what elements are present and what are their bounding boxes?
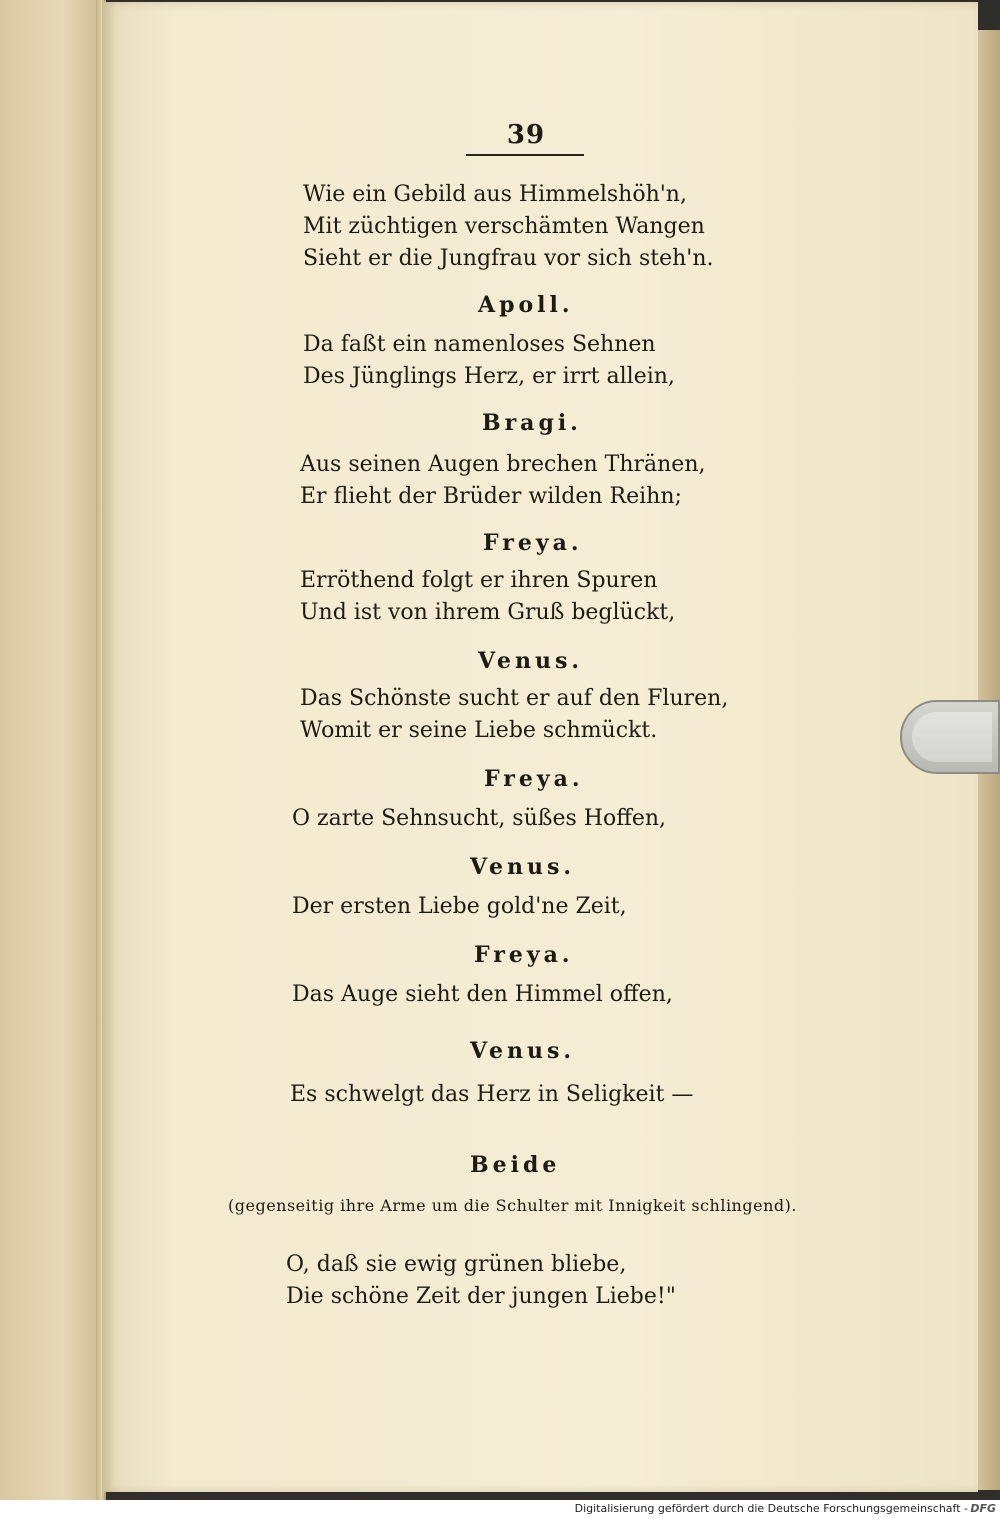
verse-line: Es schwelgt das Herz in Seligkeit — [290, 1082, 694, 1107]
verse-line: Da faßt ein namenloses Sehnen [303, 332, 656, 357]
speaker-name: Venus. [470, 1038, 576, 1064]
verse-line: Er flieht der Brüder wilden Reihn; [300, 484, 682, 509]
verse-line: Erröthend folgt er ihren Spuren [300, 568, 658, 593]
verse-line: O zarte Sehnsucht, süßes Hoffen, [292, 806, 667, 831]
verse-line: Wie ein Gebild aus Himmelshöh'n, [303, 182, 687, 207]
verse-line: Womit er seine Liebe schmückt. [300, 718, 658, 743]
verse-line: Mit züchtigen verschämten Wangen [303, 214, 705, 239]
left-page-edge [0, 0, 106, 1500]
speaker-name: Bragi. [482, 410, 582, 436]
verse-line: O, daß sie ewig grünen bliebe, [286, 1252, 627, 1277]
dfg-logo: DFG [970, 1502, 996, 1515]
verse-line: Und ist von ihrem Gruß beglückt, [300, 600, 676, 625]
speaker-name: Venus. [470, 854, 576, 880]
speaker-name: Venus. [478, 648, 584, 674]
verse-line: Das Auge sieht den Himmel offen, [292, 982, 673, 1007]
header-rule [466, 154, 584, 156]
verse-line: Das Schönste sucht er auf den Fluren, [300, 686, 729, 711]
page-number: 39 [506, 120, 546, 150]
footer-credit: Digitalisierung gefördert durch die Deutsche Forschungsgemeinschaft - [574, 1502, 968, 1515]
bookmark-tab [900, 700, 1000, 774]
verse-line: Der ersten Liebe gold'ne Zeit, [292, 894, 627, 919]
speaker-name: Beide [470, 1152, 561, 1178]
speaker-name: Freya. [474, 942, 574, 968]
gutter [96, 0, 102, 1500]
speaker-name: Freya. [484, 766, 584, 792]
verse-line: Des Jünglings Herz, er irrt allein, [303, 364, 675, 389]
verse-line: Sieht er die Jungfrau vor sich steh'n. [303, 246, 714, 271]
verse-line: Die schöne Zeit der jungen Liebe!" [286, 1284, 676, 1309]
stage-direction: (gegenseitig ihre Arme um die Schulter mit Innigkeit schlingend). [228, 1196, 797, 1215]
verse-line: Aus seinen Augen brechen Thränen, [300, 452, 706, 477]
speaker-name: Freya. [483, 530, 583, 556]
speaker-name: Apoll. [478, 292, 574, 318]
